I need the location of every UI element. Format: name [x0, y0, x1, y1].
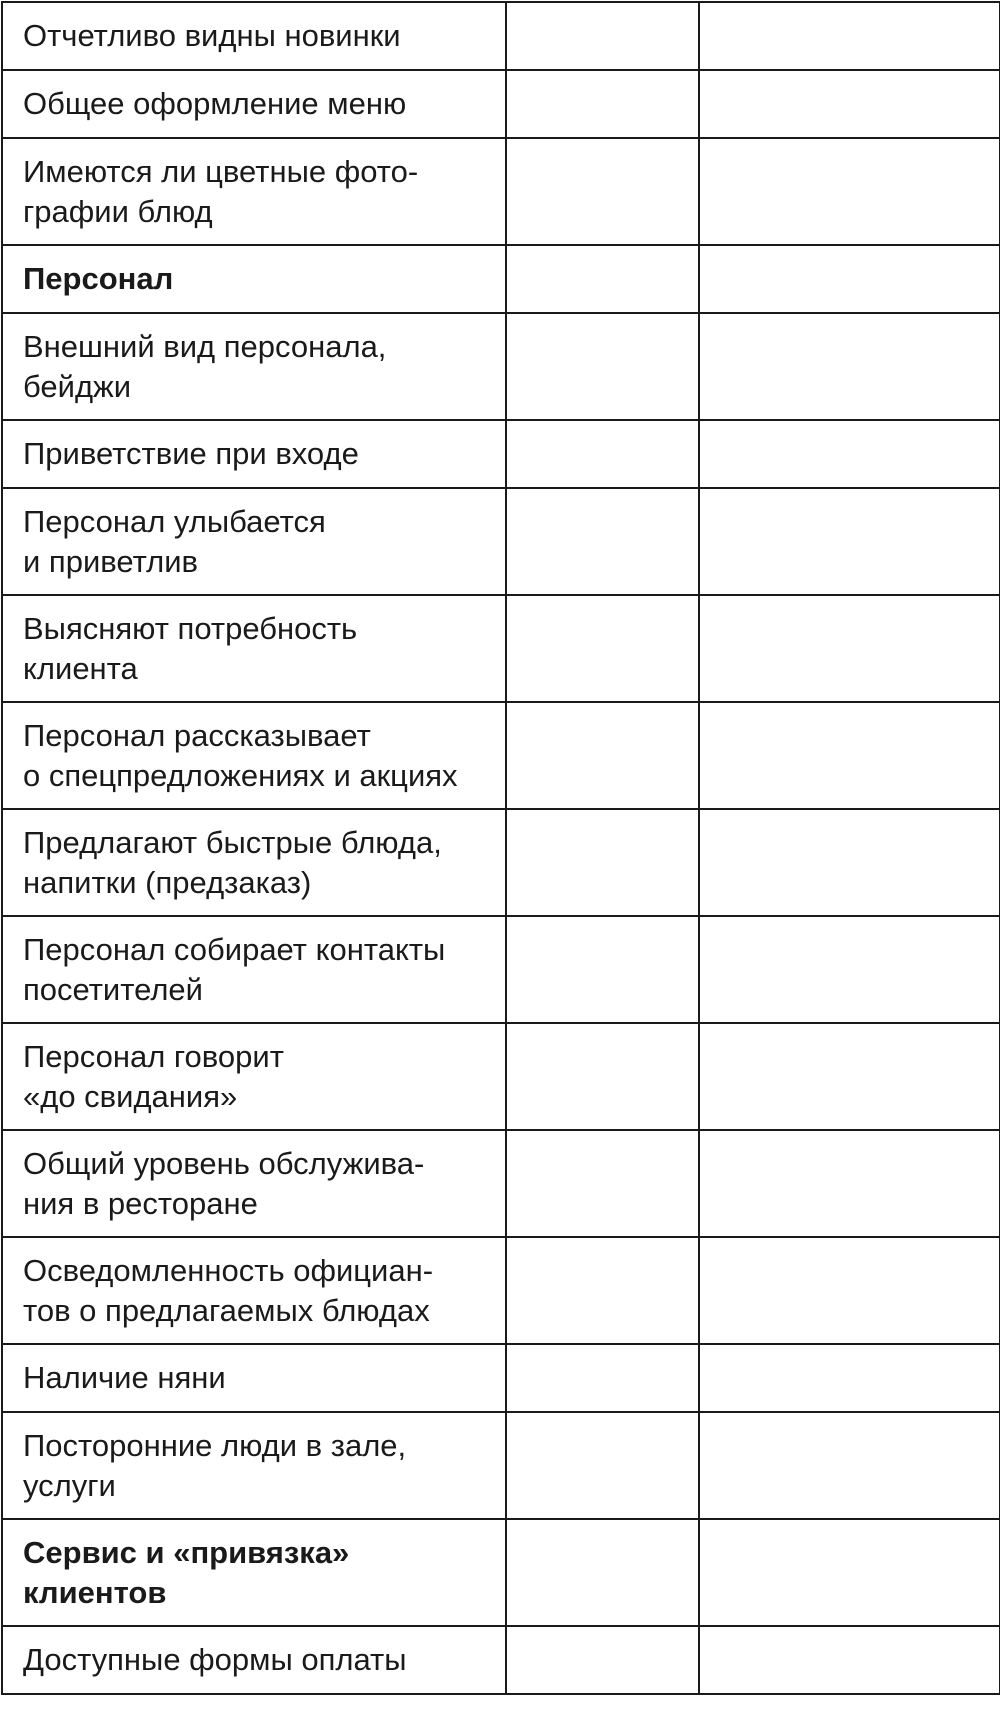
- criterion-label-line: клиентов: [23, 1574, 167, 1610]
- criterion-label-line: Приветствие при входе: [23, 436, 359, 471]
- criterion-label-line: Отчетливо видны новинки: [23, 18, 401, 53]
- table-row: [2, 1130, 1000, 1237]
- criterion-label: [2, 1023, 506, 1130]
- criterion-label: [2, 2, 506, 70]
- score-cell: [506, 916, 699, 1023]
- table-row: [2, 1023, 1000, 1130]
- comment-cell: [699, 70, 1000, 138]
- criterion-label-line: бейджи: [23, 368, 132, 404]
- criterion-label-line: «до свидания»: [23, 1078, 238, 1114]
- criterion-label-line: Общее оформление меню: [23, 86, 407, 121]
- comment-cell: [699, 1626, 1000, 1694]
- comment-cell: [699, 1237, 1000, 1344]
- criterion-label: [2, 70, 506, 138]
- criterion-label: [2, 916, 506, 1023]
- table-row: [2, 595, 1000, 702]
- criterion-label-line: Посторонние люди в зале,: [23, 1427, 407, 1463]
- criterion-label-line: напитки (предзаказ): [23, 864, 312, 900]
- table-row: [2, 1412, 1000, 1519]
- criterion-label-line: графии блюд: [23, 193, 213, 229]
- comment-cell: [699, 420, 1000, 488]
- section-title: [2, 1519, 506, 1626]
- criterion-label: [2, 488, 506, 595]
- criterion-label-line: Предлагают быстрые блюда,: [23, 824, 442, 860]
- table-row: [2, 1626, 1000, 1694]
- criterion-label: [2, 313, 506, 420]
- section-header-row: [2, 245, 1000, 313]
- criterion-label-line: Доступные формы оплаты: [23, 1642, 407, 1677]
- score-cell: [506, 488, 699, 595]
- criterion-label-line: Общий уровень обслужива-: [23, 1145, 425, 1181]
- table-row: [2, 488, 1000, 595]
- score-cell: [506, 313, 699, 420]
- score-cell: [506, 245, 699, 313]
- criterion-label-line: ния в ресторане: [23, 1185, 258, 1221]
- comment-cell: [699, 313, 1000, 420]
- comment-cell: [699, 809, 1000, 916]
- score-cell: [506, 702, 699, 809]
- criterion-label: [2, 1344, 506, 1412]
- comment-cell: [699, 488, 1000, 595]
- comment-cell: [699, 1344, 1000, 1412]
- score-cell: [506, 595, 699, 702]
- section-header-row: [2, 1519, 1000, 1626]
- table-row: [2, 702, 1000, 809]
- criterion-label-line: Выясняют потребность: [23, 610, 358, 646]
- criterion-label: [2, 702, 506, 809]
- criterion-label-line: Персонал говорит: [23, 1038, 284, 1074]
- comment-cell: [699, 1519, 1000, 1626]
- criterion-label: [2, 809, 506, 916]
- score-cell: [506, 420, 699, 488]
- table-row: [2, 420, 1000, 488]
- criterion-label-line: Сервис и «привязка»: [23, 1534, 350, 1570]
- score-cell: [506, 138, 699, 245]
- score-cell: [506, 1237, 699, 1344]
- criterion-label-line: клиента: [23, 650, 138, 686]
- criterion-label: [2, 1412, 506, 1519]
- table-row: [2, 809, 1000, 916]
- criterion-label-line: Персонал улыбается: [23, 503, 326, 539]
- criterion-label-line: о спецпредложениях и акциях: [23, 757, 458, 793]
- score-cell: [506, 1412, 699, 1519]
- score-cell: [506, 1130, 699, 1237]
- comment-cell: [699, 595, 1000, 702]
- score-cell: [506, 1344, 699, 1412]
- checklist-body: [2, 2, 1000, 1694]
- table-row: [2, 313, 1000, 420]
- score-cell: [506, 1023, 699, 1130]
- table-row: [2, 2, 1000, 70]
- comment-cell: [699, 2, 1000, 70]
- criterion-label-line: Персонал собирает контакты: [23, 931, 446, 967]
- criterion-label-line: услуги: [23, 1467, 116, 1503]
- criterion-label-line: Персонал: [23, 261, 174, 296]
- score-cell: [506, 70, 699, 138]
- table-row: [2, 138, 1000, 245]
- criterion-label-line: Наличие няни: [23, 1360, 226, 1395]
- comment-cell: [699, 1412, 1000, 1519]
- table-row: [2, 70, 1000, 138]
- score-cell: [506, 1519, 699, 1626]
- comment-cell: [699, 1023, 1000, 1130]
- criterion-label: [2, 138, 506, 245]
- section-title: [2, 245, 506, 313]
- comment-cell: [699, 1130, 1000, 1237]
- criterion-label: [2, 1237, 506, 1344]
- checklist-table: [1, 1, 1000, 1695]
- criterion-label-line: и приветлив: [23, 543, 198, 579]
- criterion-label: [2, 420, 506, 488]
- criterion-label-line: Имеются ли цветные фото-: [23, 153, 419, 189]
- score-cell: [506, 809, 699, 916]
- comment-cell: [699, 916, 1000, 1023]
- comment-cell: [699, 138, 1000, 245]
- score-cell: [506, 2, 699, 70]
- criterion-label-line: посетителей: [23, 971, 203, 1007]
- criterion-label-line: Внешний вид персонала,: [23, 328, 387, 364]
- table-row: [2, 1344, 1000, 1412]
- comment-cell: [699, 245, 1000, 313]
- criterion-label: [2, 595, 506, 702]
- score-cell: [506, 1626, 699, 1694]
- criterion-label: [2, 1130, 506, 1237]
- comment-cell: [699, 702, 1000, 809]
- criterion-label-line: тов о предлагаемых блюдах: [23, 1292, 430, 1328]
- criterion-label: [2, 1626, 506, 1694]
- criterion-label-line: Персонал рассказывает: [23, 717, 371, 753]
- criterion-label-line: Осведомленность официан-: [23, 1252, 434, 1288]
- table-row: [2, 916, 1000, 1023]
- table-row: [2, 1237, 1000, 1344]
